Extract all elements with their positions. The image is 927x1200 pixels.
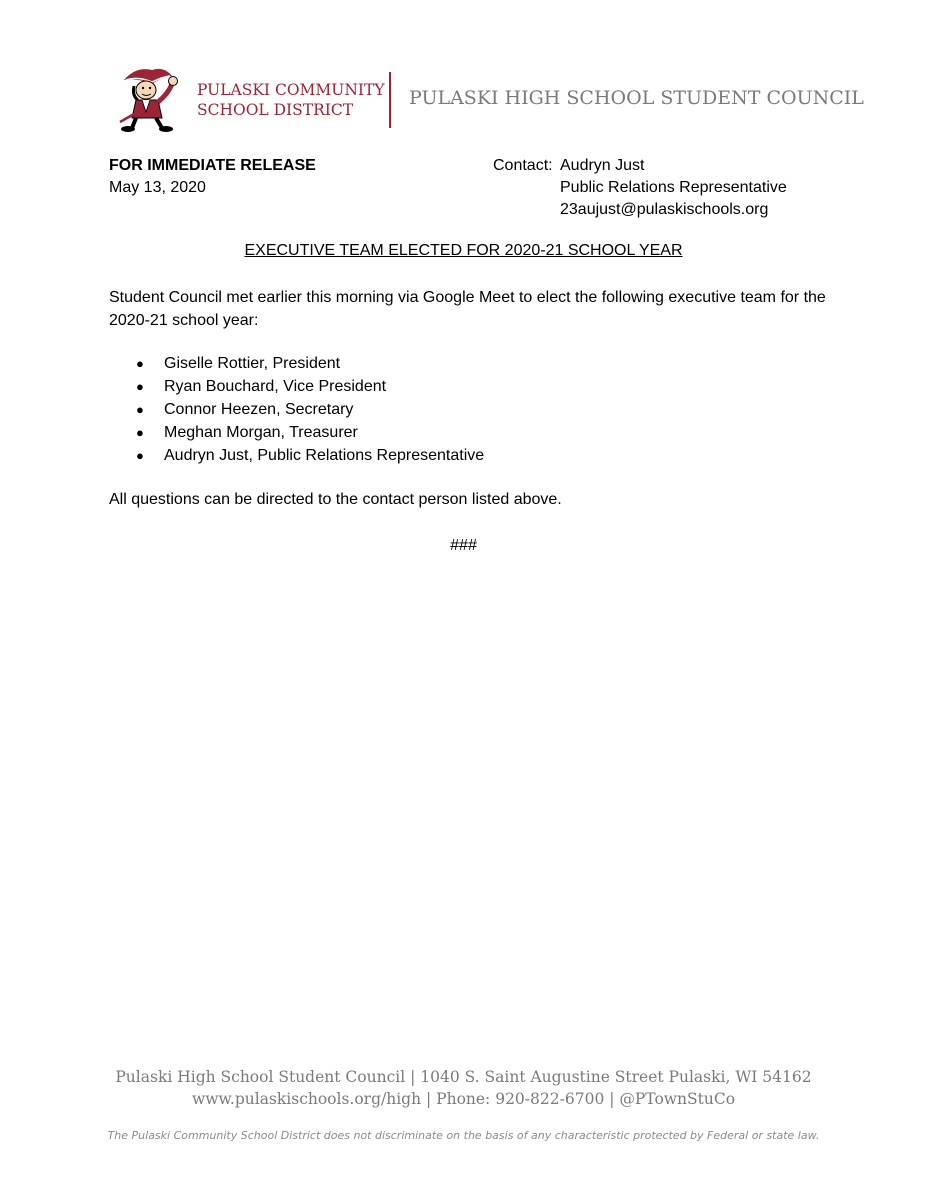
- header-divider: [389, 72, 391, 128]
- end-mark: ###: [450, 537, 477, 554]
- bullet-icon: ●: [136, 402, 144, 417]
- closing-paragraph: All questions can be directed to the contact person listed above.: [109, 491, 562, 508]
- release-label: FOR IMMEDIATE RELEASE: [109, 157, 316, 174]
- bullet-icon: ●: [136, 448, 144, 463]
- footer-disclaimer: The Pulaski Community School District does not discriminate on the basis of any characteristic protected by Federal or state law.: [107, 1129, 820, 1142]
- district-name-line-2: SCHOOL DISTRICT: [197, 101, 354, 119]
- bullet-icon: ●: [136, 356, 144, 371]
- district-name: [197, 80, 385, 120]
- executive-member: Connor Heezen, Secretary: [164, 401, 354, 418]
- contact-role: Public Relations Representative: [560, 179, 787, 196]
- executive-member: Meghan Morgan, Treasurer: [164, 424, 358, 441]
- council-title: PULASKI HIGH SCHOOL STUDENT COUNCIL: [409, 87, 864, 109]
- footer-contact: www.pulaskischools.org/high | Phone: 920-822-6700 | @PTownStuCo: [191, 1090, 736, 1108]
- contact-name: Audryn Just: [560, 157, 645, 174]
- district-name-line-1: PULASKI COMMUNITY: [197, 81, 385, 99]
- footer-address: Pulaski High School Student Council | 1040 S. Saint Augustine Street Pulaski, WI 54162: [115, 1068, 812, 1086]
- contact-label: Contact:: [493, 157, 553, 174]
- intro-paragraph: Student Council met earlier this morning via Google Meet to elect the following executive team for the 2020-21 school year:: [109, 289, 826, 329]
- contact-email: 23aujust@pulaskischools.org: [560, 201, 769, 218]
- executive-member: Ryan Bouchard, Vice President: [164, 378, 387, 395]
- release-date: May 13, 2020: [109, 179, 206, 196]
- headline: EXECUTIVE TEAM ELECTED FOR 2020-21 SCHOOL YEAR: [244, 242, 683, 259]
- bullet-icon: ●: [136, 425, 144, 440]
- pirate-mascot-icon: [112, 64, 194, 134]
- executive-member: Audryn Just, Public Relations Representative: [164, 447, 485, 464]
- bullet-icon: ●: [136, 379, 144, 394]
- executive-member: Giselle Rottier, President: [164, 355, 341, 372]
